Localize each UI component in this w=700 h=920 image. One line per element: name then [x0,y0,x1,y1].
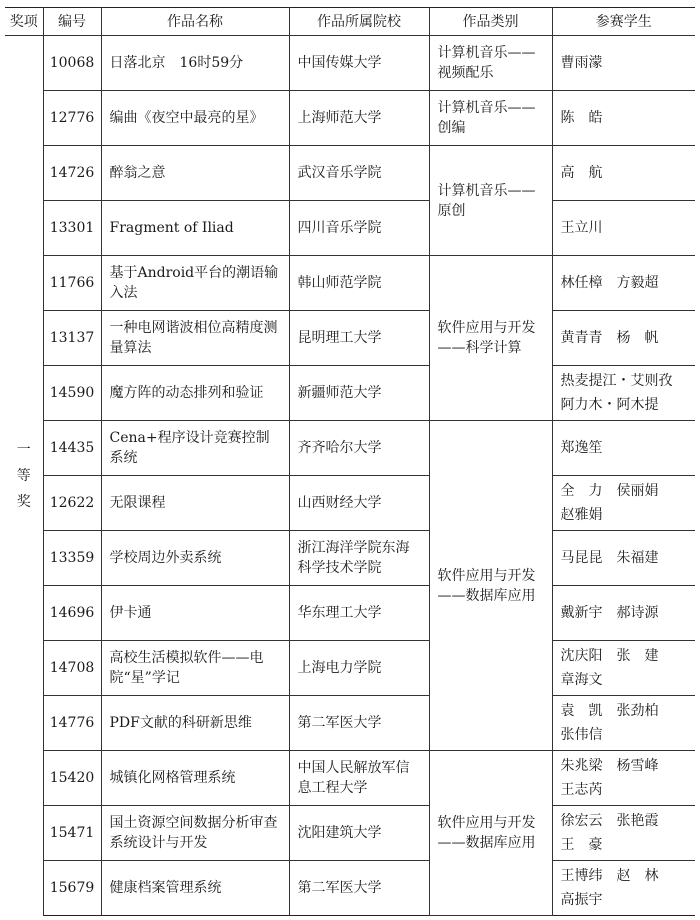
school-cell: 韩山师范学院 [289,256,429,311]
students-cell [552,641,695,696]
school-cell: 四川音乐学院 [289,201,429,256]
school-cell: 武汉音乐学院 [289,146,429,201]
table-row [5,641,695,696]
id-cell: 15420 [43,751,101,806]
student-line: 林任樟 方毅超 [560,275,659,291]
title-cell: 健康档案管理系统 [101,861,289,916]
students-cell [552,476,695,531]
student-line: 徐宏云 张艳霞 [560,813,659,829]
id-cell: 10068 [43,36,101,91]
students-cell [552,531,695,586]
students-cell [552,311,695,366]
title-cell: 醉翁之意 [101,146,289,201]
title-cell: 无限课程 [101,476,289,531]
table-row [5,311,695,366]
category-cell: 软件应用与开发——数据库应用 [429,751,552,916]
school-cell: 中国传媒大学 [289,36,429,91]
table-row [5,751,695,806]
table-row [5,201,695,256]
id-cell: 14696 [43,586,101,641]
title-cell: 编曲《夜空中最亮的星》 [101,91,289,146]
table-row [5,36,695,91]
table-row [5,531,695,586]
table-row [5,421,695,476]
header-category: 作品类别 [429,8,552,36]
school-cell: 新疆师范大学 [289,366,429,421]
student-line: 热麦提江・艾则孜 [560,373,673,389]
school-cell: 浙江海洋学院东海科学技术学院 [289,531,429,586]
table-row [5,586,695,641]
table-row [5,256,695,311]
students-cell [552,586,695,641]
id-cell: 14776 [43,696,101,751]
student-line: 赵雅娟 [560,507,603,523]
school-cell: 昆明理工大学 [289,311,429,366]
student-line: 沈庆阳 张 建 [560,648,659,664]
student-line: 王志芮 [560,782,603,798]
student-line: 张伟信 [560,727,603,743]
category-cell: 软件应用与开发——数据库应用 [429,421,552,751]
school-cell: 上海师范大学 [289,91,429,146]
student-line: 曹雨濛 [560,55,603,71]
header-school: 作品所属院校 [289,8,429,36]
id-cell: 15471 [43,806,101,861]
student-line: 王博纬 赵 林 [560,868,659,884]
student-line: 王立川 [560,220,603,236]
title-cell: 基于Android平台的潮语输入法 [101,256,289,311]
awards-table [5,7,695,916]
student-line: 戴新宇 郝诗源 [560,605,659,621]
title-cell: Fragment of Iliad [101,201,289,256]
title-cell: 学校周边外卖系统 [101,531,289,586]
students-cell [552,36,695,91]
school-cell: 齐齐哈尔大学 [289,421,429,476]
header-students: 参赛学生 [552,8,695,36]
title-cell: 日落北京 16时59分 [101,36,289,91]
award-cell [5,36,43,916]
student-line: 王 豪 [560,837,603,853]
title-cell: 高校生活模拟软件——电院“星”学记 [101,641,289,696]
student-line: 郑逸笙 [560,440,603,456]
student-line: 马昆昆 朱福建 [560,550,659,566]
header-id: 编号 [43,8,101,36]
student-line: 高振宇 [560,892,603,908]
students-cell [552,146,695,201]
title-cell: 伊卡通 [101,586,289,641]
id-cell: 14435 [43,421,101,476]
id-cell: 12776 [43,91,101,146]
header-row [5,8,695,36]
school-cell: 上海电力学院 [289,641,429,696]
student-line: 陈 皓 [560,110,603,126]
header-award: 奖项 [5,8,43,36]
title-cell: 城镇化网格管理系统 [101,751,289,806]
students-cell [552,861,695,916]
table-row [5,806,695,861]
id-cell: 14590 [43,366,101,421]
student-line: 全 力 侯丽娟 [560,483,659,499]
title-cell: 一种电网谐波相位高精度测量算法 [101,311,289,366]
id-cell: 15679 [43,861,101,916]
students-cell [552,751,695,806]
school-cell: 中国人民解放军信息工程大学 [289,751,429,806]
table-row [5,861,695,916]
table-row [5,146,695,201]
students-cell [552,421,695,476]
award-label: 一等奖 [16,441,31,510]
student-line: 阿力木・阿木提 [560,397,659,413]
school-cell: 华东理工大学 [289,586,429,641]
table-row [5,366,695,421]
student-line: 黄青青 杨 帆 [560,330,659,346]
students-cell [552,256,695,311]
school-cell: 第二军医大学 [289,861,429,916]
table-row [5,91,695,146]
id-cell: 14708 [43,641,101,696]
id-cell: 14726 [43,146,101,201]
school-cell: 沈阳建筑大学 [289,806,429,861]
school-cell: 第二军医大学 [289,696,429,751]
id-cell: 12622 [43,476,101,531]
school-cell: 山西财经大学 [289,476,429,531]
title-cell: 魔方阵的动态排列和验证 [101,366,289,421]
student-line: 朱兆梁 杨雪峰 [560,758,659,774]
students-cell [552,806,695,861]
header-title: 作品名称 [101,8,289,36]
students-cell [552,366,695,421]
id-cell: 13301 [43,201,101,256]
id-cell: 13137 [43,311,101,366]
category-cell: 计算机音乐——视频配乐 [429,36,552,91]
table-row [5,476,695,531]
title-cell: PDF文献的科研新思维 [101,696,289,751]
table-row [5,696,695,751]
students-cell [552,201,695,256]
student-line: 袁 凯 张劲柏 [560,703,659,719]
student-line: 高 航 [560,165,603,181]
title-cell: Cena+程序设计竞赛控制系统 [101,421,289,476]
student-line: 章海文 [560,672,603,688]
category-cell: 软件应用与开发——科学计算 [429,256,552,421]
id-cell: 11766 [43,256,101,311]
id-cell: 13359 [43,531,101,586]
category-cell: 计算机音乐——创编 [429,91,552,146]
category-cell: 计算机音乐——原创 [429,146,552,256]
title-cell: 国土资源空间数据分析审查系统设计与开发 [101,806,289,861]
students-cell [552,91,695,146]
students-cell [552,696,695,751]
